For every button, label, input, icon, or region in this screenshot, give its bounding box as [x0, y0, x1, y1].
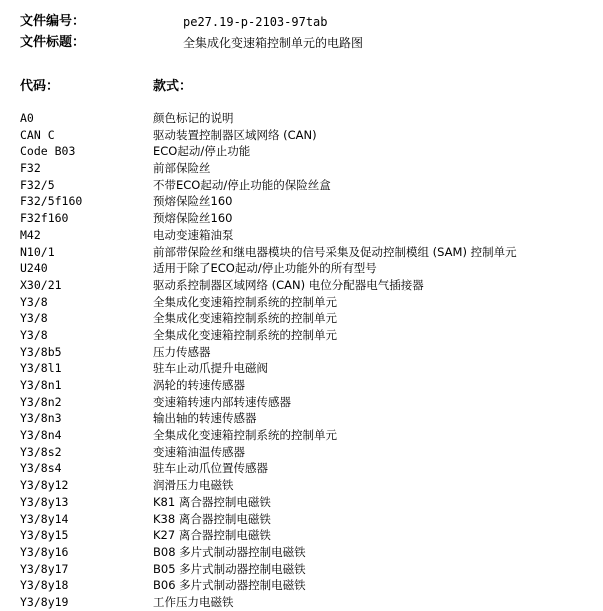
table-row — [0, 460, 603, 477]
table-row — [0, 527, 603, 544]
component-description: 输出轴的转速传感器 — [153, 411, 257, 426]
component-code: F32/5 — [20, 177, 55, 192]
component-code: M42 — [20, 227, 41, 242]
component-description: 变速箱转速内部转速传感器 — [153, 394, 291, 409]
component-code: Y3/8y12 — [20, 478, 69, 493]
component-code: Y3/8n1 — [20, 378, 62, 392]
doc-title-value: 全集成化变速箱控制单元的电路图 — [183, 36, 364, 50]
table-row — [0, 277, 603, 294]
component-code: Y3/8 — [20, 311, 48, 326]
component-code: Y3/8l1 — [20, 361, 62, 376]
component-description: 预熔保险丝160 — [153, 194, 233, 209]
component-code: Y3/8s4 — [20, 461, 62, 476]
table-row — [0, 594, 603, 611]
component-code: Y3/8n4 — [20, 428, 62, 443]
component-code: A0 — [20, 111, 34, 125]
table-row — [0, 427, 603, 444]
table-row — [0, 110, 603, 127]
table-row — [0, 477, 603, 494]
table-row — [0, 561, 603, 578]
table-row — [0, 127, 603, 144]
component-description: 全集成化变速箱控制系统的控制单元 — [153, 327, 337, 342]
table-row — [0, 177, 603, 194]
table-row — [0, 444, 603, 461]
table-row — [0, 244, 603, 261]
component-description: 全集成化变速箱控制系统的控制单元 — [153, 311, 337, 326]
style-column-header: 款式： — [153, 79, 193, 94]
component-code: Y3/8y13 — [20, 494, 69, 509]
component-description: 压力传感器 — [153, 344, 211, 359]
component-description: K38 离合器控制电磁铁 — [153, 511, 271, 526]
component-code: Y3/8y14 — [20, 511, 69, 526]
component-description: K27 离合器控制电磁铁 — [153, 528, 271, 543]
table-row — [0, 377, 603, 394]
doc-title-label: 文件标题： — [20, 35, 86, 50]
component-code: F32f160 — [20, 211, 69, 226]
component-description: 变速箱油温传感器 — [153, 444, 245, 459]
table-row — [0, 143, 603, 160]
component-description: ECO起动/停止功能 — [153, 144, 251, 159]
component-code: Y3/8 — [20, 327, 48, 342]
component-description: 颜色标记的说明 — [153, 111, 234, 125]
table-row — [0, 294, 603, 311]
component-code: Code B03 — [20, 144, 76, 159]
component-description: 涡轮的转速传感器 — [153, 378, 245, 392]
component-description: 驻车止动爪位置传感器 — [153, 461, 268, 476]
component-code: Y3/8y18 — [20, 578, 69, 593]
table-row — [0, 193, 603, 210]
component-description: 润滑压力电磁铁 — [153, 478, 234, 493]
table-row — [0, 394, 603, 411]
component-code: F32/5f160 — [20, 194, 83, 209]
component-description: 全集成化变速箱控制系统的控制单元 — [153, 294, 337, 309]
component-code: Y3/8 — [20, 294, 48, 309]
table-row — [0, 577, 603, 594]
table-row — [0, 511, 603, 528]
component-description: 驱动装置控制器区域网络 (CAN) — [153, 127, 317, 142]
doc-number-value: pe27.19-p-2103-97tab — [183, 15, 328, 29]
component-description: 驻车止动爪提升电磁阀 — [153, 361, 268, 376]
table-row — [0, 360, 603, 377]
component-code: F32 — [20, 161, 41, 176]
component-description: B06 多片式制动器控制电磁铁 — [153, 578, 306, 593]
component-description: 适用于除了ECO起动/停止功能外的所有型号 — [153, 261, 377, 276]
component-description: 前部保险丝 — [153, 161, 211, 176]
component-code: Y3/8n3 — [20, 411, 62, 426]
component-code: Y3/8s2 — [20, 444, 62, 459]
component-code: Y3/8y16 — [20, 544, 69, 559]
table-row — [0, 344, 603, 361]
component-description: 预熔保险丝160 — [153, 211, 233, 226]
component-code: Y3/8n2 — [20, 394, 62, 409]
code-column-header: 代码： — [20, 79, 60, 94]
doc-number-label: 文件编号： — [20, 14, 86, 29]
component-code: N10/1 — [20, 244, 55, 259]
component-code: U240 — [20, 261, 48, 276]
component-description: 全集成化变速箱控制系统的控制单元 — [153, 428, 337, 443]
table-row — [0, 260, 603, 277]
component-code: Y3/8b5 — [20, 344, 62, 359]
component-code: Y3/8y17 — [20, 561, 69, 576]
component-description: K81 离合器控制电磁铁 — [153, 494, 271, 509]
table-row — [0, 210, 603, 227]
component-description: B08 多片式制动器控制电磁铁 — [153, 544, 306, 559]
component-code: CAN C — [20, 127, 55, 142]
table-row — [0, 227, 603, 244]
component-code: Y3/8y19 — [20, 594, 69, 609]
component-description: 前部带保险丝和继电器模块的信号采集及促动控制模组 (SAM) 控制单元 — [153, 244, 517, 259]
table-row — [0, 160, 603, 177]
table-row — [0, 410, 603, 427]
legend-table — [0, 110, 603, 611]
component-description: 电动变速箱油泵 — [153, 227, 234, 242]
table-row — [0, 494, 603, 511]
table-row — [0, 310, 603, 327]
table-row — [0, 544, 603, 561]
component-description: 驱动系控制器区域网络 (CAN) 电位分配器电气插接器 — [153, 277, 424, 292]
component-code: Y3/8y15 — [20, 528, 69, 543]
component-description: 工作压力电磁铁 — [153, 594, 234, 609]
table-row — [0, 327, 603, 344]
component-description: 不带ECO起动/停止功能的保险丝盒 — [153, 177, 331, 192]
component-description: B05 多片式制动器控制电磁铁 — [153, 561, 306, 576]
component-code: X30/21 — [20, 277, 62, 292]
